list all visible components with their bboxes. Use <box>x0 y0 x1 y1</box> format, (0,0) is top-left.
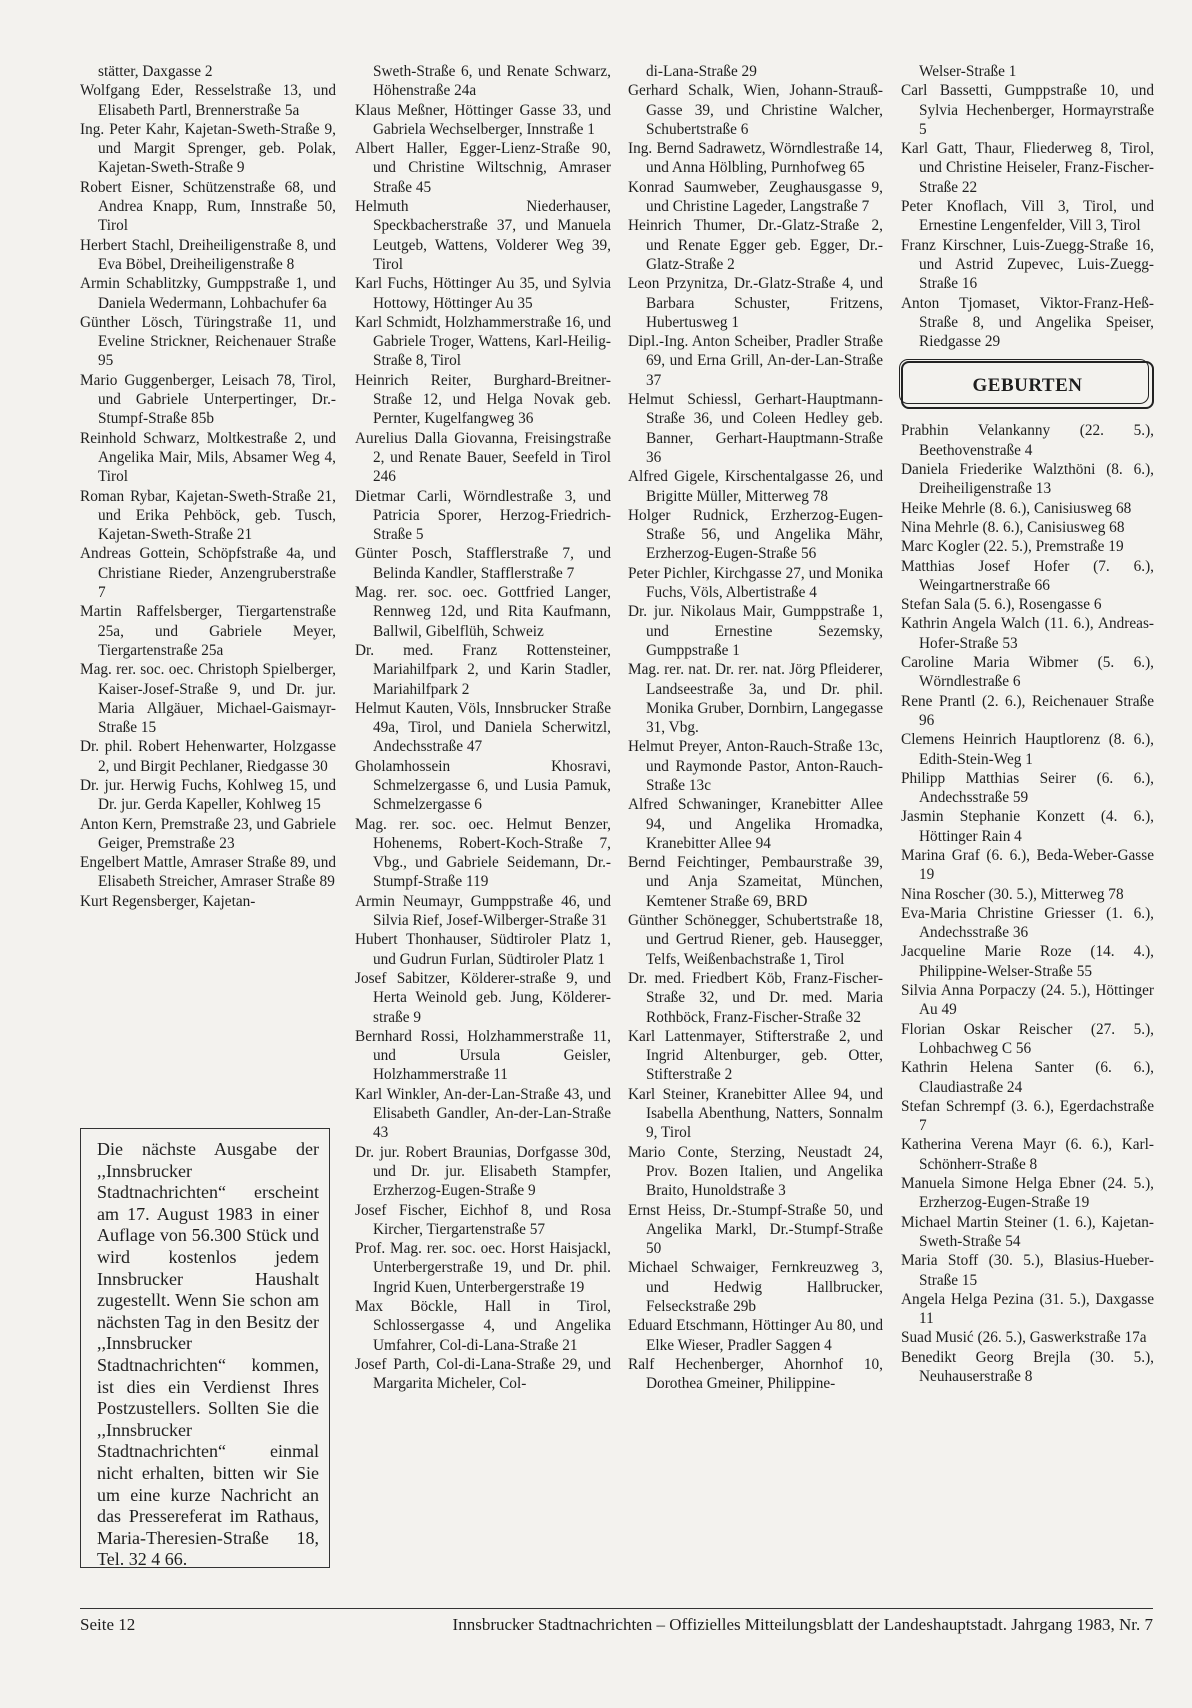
marriage-entry: Helmut Kauten, Völs, Innsbrucker Straße 49a, Tirol, und Daniela Scherwitzl, Andechsstraße 47 <box>355 699 611 756</box>
marriage-entry: Anton Tjomaset, Viktor-Franz-Heß-Straße 8, und Angelika Speiser, Riedgasse 29 <box>901 294 1154 351</box>
marriage-entry: di-Lana-Straße 29 <box>646 63 757 80</box>
marriage-entry: Helmut Schiessl, Gerhart-Hauptmann-Straße 36, und Coleen Hedley geb. Banner, Gerhart-Hauptmann-Straße 36 <box>628 391 883 466</box>
marriage-entry: Prof. Mag. rer. soc. oec. Horst Haisjackl, Unterbergerstraße 19, und Dr. phil. Ingrid Kuen, Unterbergerstraße 19 <box>355 1240 611 1296</box>
birth-entry: Stefan Sala (5. 6.), Rosengasse 6 <box>901 596 1102 614</box>
marriage-entry: Dr. jur. Nikolaus Mair, Gumppstraße 1, und Ernestine Sezemsky, Gumppstraße 1 <box>628 603 883 659</box>
marriage-entry: stätter, Daxgasse 2 <box>98 63 213 80</box>
marriage-entry: Dr. jur. Robert Braunias, Dorfgasse 30d, und Dr. jur. Elisabeth Stampfer, Erzherzog-Eugen-Straße 9 <box>355 1143 611 1200</box>
birth-entry: Suad Musić (26. 5.), Gaswerkstraße 17a <box>901 1329 1147 1347</box>
marriage-entry: Gerhard Schalk, Wien, Johann-Strauß-Gasse 39, und Christine Walcher, Schubertstraße 6 <box>628 82 883 138</box>
birth-entry: Kathrin Angela Walch (11. 6.), Andreas-Hofer-Straße 53 <box>901 615 1154 652</box>
marriage-entry: Karl Gatt, Thaur, Fliederweg 8, Tirol, und Christine Heiseler, Franz-Fischer-Straße 22 <box>901 140 1154 196</box>
marriage-entry: Dr. phil. Robert Hehenwarter, Holzgasse 2, und Birgit Pechlaner, Riedgasse 30 <box>80 738 336 775</box>
birth-entry: Rene Prantl (2. 6.), Reichenauer Straße 96 <box>901 692 1154 729</box>
marriage-entry: Peter Pichler, Kirchgasse 27, und Monika Fuchs, Völs, Albertistraße 4 <box>628 564 883 602</box>
birth-entry: Jacqueline Marie Roze (14. 4.), Philippine-Welser-Straße 55 <box>901 943 1154 980</box>
birth-entry: Jasmin Stephanie Konzett (4. 6.), Höttinger Rain 4 <box>901 808 1154 845</box>
birth-entry: Marina Graf (6. 6.), Beda-Weber-Gasse 19 <box>901 846 1154 884</box>
marriage-entry: Karl Fuchs, Höttinger Au 35, und Sylvia Hottowy, Höttinger Au 35 <box>355 275 611 312</box>
birth-entry: Manuela Simone Helga Ebner (24. 5.), Erzherzog-Eugen-Straße 19 <box>901 1175 1154 1212</box>
marriage-entry: Heinrich Thumer, Dr.-Glatz-Straße 2, und Renate Egger geb. Egger, Dr.-Glatz-Straße 2 <box>628 217 883 273</box>
marriage-entry: Robert Eisner, Schützenstraße 68, und Andrea Knapp, Rum, Innstraße 50, Tirol <box>80 178 336 235</box>
marriage-entry: Mag. rer. soc. oec. Gottfried Langer, Rennweg 12d, und Rita Kaufmann, Ballwil, Gibelflüh, Schweiz <box>355 584 611 640</box>
marriage-entry: Eduard Etschmann, Höttinger Au 80, und Elke Wieser, Pradler Saggen 4 <box>628 1317 883 1354</box>
marriage-entry: Mag. rer. nat. Dr. rer. nat. Jörg Pfleiderer, Landseestraße 3a, und Dr. phil. Monika Gruber, Dornbirn, Langegasse 31, Vbg. <box>628 661 883 737</box>
marriage-entry: Mag. rer. soc. oec. Christoph Spielberger, Kaiser-Josef-Straße 9, und Dr. jur. Maria Allgäuer, Michael-Gaismayr-Straße 15 <box>80 661 336 737</box>
marriage-entry: Karl Steiner, Kranebitter Allee 94, und Isabella Abenthung, Natters, Sonnalm 9, Tirol <box>628 1085 883 1142</box>
marriage-entry: Aurelius Dalla Giovanna, Freisingstraße 2, und Renate Bauer, Seefeld in Tirol 246 <box>355 429 611 486</box>
birth-entry: Michael Martin Steiner (1. 6.), Kajetan-Sweth-Straße 54 <box>901 1213 1154 1250</box>
birth-entry: Marc Kogler (22. 5.), Premstraße 19 <box>901 538 1124 556</box>
marriage-entry: Carl Bassetti, Gumppstraße 10, und Sylvia Hechenberger, Hormayrstraße 5 <box>901 82 1154 138</box>
marriage-entry: Roman Rybar, Kajetan-Sweth-Straße 21, und Erika Pehböck, geb. Tusch, Kajetan-Sweth-Straße 21 <box>80 487 336 544</box>
birth-entry: Philipp Matthias Seirer (6. 6.), Andechsstraße 59 <box>901 769 1154 807</box>
marriage-entry: Michael Schwaiger, Fernkreuzweg 3, und Hedwig Hallbrucker, Felseckstraße 29b <box>628 1259 883 1315</box>
marriage-entry: Ing. Peter Kahr, Kajetan-Sweth-Straße 9, und Margit Sprenger, geb. Polak, Kajetan-Sweth-Straße 9 <box>80 120 336 177</box>
marriage-entry: Hubert Thonhauser, Südtiroler Platz 1, und Gudrun Furlan, Südtiroler Platz 1 <box>355 931 611 968</box>
birth-entry: Heike Mehrle (8. 6.), Canisiusweg 68 <box>901 499 1132 517</box>
marriage-entry: Sweth-Straße 6, und Renate Schwarz, Höhenstraße 24a <box>373 63 611 100</box>
births-heading-text: GEBURTEN <box>972 374 1083 396</box>
marriage-entry: Josef Parth, Col-di-Lana-Straße 29, und Margarita Micheler, Col- <box>355 1355 611 1393</box>
marriage-entry: Klaus Meßner, Höttinger Gasse 33, und Gabriela Wechselberger, Innstraße 1 <box>355 101 611 138</box>
marriage-entry: Mario Guggenberger, Leisach 78, Tirol, und Gabriele Unterpertinger, Dr.-Stumpf-Straße 85b <box>80 371 336 428</box>
marriages-column-3 <box>628 62 883 1393</box>
publication-line: Innsbrucker Stadtnachrichten – Offizielles Mitteilungsblatt der Landeshauptstadt. Jahrgang 1983, Nr. 7 <box>452 1615 1153 1634</box>
marriages-column-4 <box>901 62 1154 351</box>
marriage-entry: Günther Lösch, Türingstraße 11, und Eveline Strickner, Reichenauer Straße 95 <box>80 313 336 370</box>
marriage-entry: Günter Posch, Stafflerstraße 7, und Belinda Kandler, Stafflerstraße 7 <box>355 545 611 582</box>
marriage-entry: Franz Kirschner, Luis-Zuegg-Straße 16, und Astrid Zupevec, Luis-Zuegg-Straße 16 <box>901 236 1154 293</box>
birth-entry: Silvia Anna Porpaczy (24. 5.), Höttinger Au 49 <box>901 982 1154 1019</box>
marriage-entry: Helmuth Niederhauser, Speckbacherstraße 37, und Manuela Leutgeb, Wattens, Volderer Weg 39, Tirol <box>355 198 611 273</box>
marriage-entry: Welser-Straße 1 <box>919 63 1017 80</box>
column-4 <box>901 62 1154 1386</box>
birth-entry: Nina Roscher (30. 5.), Mitterweg 78 <box>901 885 1124 903</box>
marriage-entry: Dietmar Carli, Wörndlestraße 3, und Patricia Sporer, Herzog-Friedrich-Straße 5 <box>355 487 611 544</box>
marriage-entry: Helmut Preyer, Anton-Rauch-Straße 13c, und Raymonde Pastor, Anton-Rauch-Straße 13c <box>628 738 883 794</box>
birth-entry: Eva-Maria Christine Griesser (1. 6.), Andechsstraße 36 <box>901 904 1154 942</box>
marriage-entry: Ernst Heiss, Dr.-Stumpf-Straße 50, und Angelika Markl, Dr.-Stumpf-Straße 50 <box>628 1201 883 1258</box>
marriage-entry: Herbert Stachl, Dreiheiligenstraße 8, und Eva Böbel, Dreiheiligenstraße 8 <box>80 236 336 273</box>
marriage-entry: Ralf Hechenberger, Ahornhof 10, Dorothea Gmeiner, Philippine- <box>628 1355 883 1393</box>
marriage-entry: Peter Knoflach, Vill 3, Tirol, und Ernestine Lengenfelder, Vill 3, Tirol <box>901 198 1154 235</box>
marriages-column-1 <box>80 62 336 911</box>
birth-entry: Maria Stoff (30. 5.), Blasius-Hueber-Straße 15 <box>901 1252 1154 1289</box>
birth-entry: Katherina Verena Mayr (6. 6.), Karl-Schönherr-Straße 8 <box>901 1136 1154 1173</box>
marriage-entry: Heinrich Reiter, Burghard-Breitner-Straße 12, und Helga Novak geb. Pernter, Kugelfangweg 36 <box>355 371 611 428</box>
marriage-entry: Armin Schablitzky, Gumppstraße 1, und Daniela Wedermann, Lohbachufer 6a <box>80 275 336 312</box>
birth-entry: Prabhin Velankanny (22. 5.), Beethovenstraße 4 <box>901 422 1154 459</box>
marriage-entry: Albert Haller, Egger-Lienz-Straße 90, und Christine Wiltschnig, Amraser Straße 45 <box>355 140 611 196</box>
birth-entry: Stefan Schrempf (3. 6.), Egerdachstraße 7 <box>901 1097 1154 1135</box>
marriage-entry: Holger Rudnick, Erzherzog-Eugen-Straße 56, und Angelika Mähr, Erzherzog-Eugen-Straße 56 <box>628 506 883 563</box>
marriage-entry: Anton Kern, Premstraße 23, und Gabriele Geiger, Premstraße 23 <box>80 815 336 852</box>
marriage-entry: Dipl.-Ing. Anton Scheiber, Pradler Straße 69, und Erna Grill, An-der-Lan-Straße 37 <box>628 333 883 389</box>
birth-entry: Caroline Maria Wibmer (5. 6.), Wörndlestraße 6 <box>901 654 1154 691</box>
marriage-entry: Mario Conte, Sterzing, Neustadt 24, Prov. Bozen Italien, und Angelika Braito, Hunoldstraße 3 <box>628 1143 883 1200</box>
marriage-entry: Andreas Gottein, Schöpfstraße 4a, und Christiane Rieder, Anzengruberstraße 7 <box>80 545 336 602</box>
marriage-entry: Leon Przynitza, Dr.-Glatz-Straße 4, und Barbara Schuster, Fritzens, Hubertusweg 1 <box>628 275 883 331</box>
birth-entry: Kathrin Helena Santer (6. 6.), Claudiastraße 24 <box>901 1059 1154 1096</box>
marriage-entry: Alfred Schwaninger, Kranebitter Allee 94, und Angelika Hromadka, Kranebitter Allee 94 <box>628 796 883 852</box>
marriage-entry: Josef Sabitzer, Kölderer-straße 9, und Herta Weinold geb. Jung, Kölderer-straße 9 <box>355 969 611 1026</box>
births-list <box>901 421 1154 1386</box>
marriage-entry: Martin Raffelsberger, Tiergartenstraße 25a, und Gabriele Meyer, Tiergartenstraße 25a <box>80 603 336 659</box>
marriage-entry: Günther Schönegger, Schubertstraße 18, und Gertrud Riener, geb. Hausegger, Telfs, Weißenbachstraße 1, Tirol <box>628 912 883 968</box>
births-heading <box>901 361 1154 409</box>
marriage-entry: Gholamhossein Khosravi, Schmelzergasse 6, und Lusia Pamuk, Schmelzergasse 6 <box>355 757 611 814</box>
page-footer <box>80 1608 1153 1635</box>
birth-entry: Angela Helga Pezina (31. 5.), Daxgasse 11 <box>901 1290 1154 1328</box>
marriage-entry: Alfred Gigele, Kirschentalgasse 26, und Brigitte Müller, Mitterweg 78 <box>628 468 883 505</box>
marriage-entry: Josef Fischer, Eichhof 8, und Rosa Kircher, Tiergartenstraße 57 <box>355 1201 611 1238</box>
marriage-entry: Karl Lattenmayer, Stifterstraße 2, und Ingrid Altenburger, geb. Otter, Stifterstraße 2 <box>628 1027 883 1084</box>
page-number: Seite 12 <box>80 1615 136 1634</box>
marriage-entry: Max Böckle, Hall in Tirol, Schlossergasse 4, und Angelika Umfahrer, Col-di-Lana-Straße 21 <box>355 1298 611 1354</box>
marriage-entry: Armin Neumayr, Gumppstraße 46, und Silvia Rief, Josef-Wilberger-Straße 31 <box>355 892 611 930</box>
birth-entry: Matthias Josef Hofer (7. 6.), Weingartnerstraße 66 <box>901 557 1154 594</box>
birth-entry: Daniela Friederike Walzthöni (8. 6.), Dreiheiligenstraße 13 <box>901 461 1154 498</box>
birth-entry: Clemens Heinrich Hauptlorenz (8. 6.), Edith-Stein-Weg 1 <box>901 731 1154 768</box>
marriage-entry: Wolfgang Eder, Resselstraße 13, und Elisabeth Partl, Brennerstraße 5a <box>80 82 336 119</box>
next-issue-notice <box>80 1128 330 1568</box>
marriage-entry: Reinhold Schwarz, Moltkestraße 2, und Angelika Mair, Mils, Absamer Weg 4, Tirol <box>80 429 336 486</box>
marriage-entry: Karl Winkler, An-der-Lan-Straße 43, und Elisabeth Gandler, An-der-Lan-Straße 43 <box>355 1085 611 1142</box>
marriage-entry: Konrad Saumweber, Zeughausgasse 9, und Christine Lageder, Langstraße 7 <box>628 178 883 216</box>
birth-entry: Florian Oskar Reischer (27. 5.), Lohbachweg C 56 <box>901 1020 1154 1057</box>
marriage-entry: Dr. med. Franz Rottensteiner, Mariahilfpark 2, und Karin Stadler, Mariahilfpark 2 <box>355 641 611 698</box>
marriage-entry: Karl Schmidt, Holzhammerstraße 16, und Gabriele Troger, Wattens, Karl-Heilig-Straße 8, Tirol <box>355 313 611 370</box>
birth-entry: Benedikt Georg Brejla (30. 5.), Neuhauserstraße 8 <box>901 1348 1154 1385</box>
marriage-entry: Bernd Feichtinger, Pembaurstraße 39, und Anja Szameitat, München, Kemtener Straße 69, BRD <box>628 854 883 910</box>
marriage-entry: Mag. rer. soc. oec. Helmut Benzer, Hohenems, Robert-Koch-Straße 7, Vbg., und Gabriele Seidemann, Dr.-Stumpf-Straße 119 <box>355 815 611 891</box>
marriage-entry: Kurt Regensberger, Kajetan- <box>80 892 256 910</box>
marriage-entry: Ing. Bernd Sadrawetz, Wörndlestraße 14, und Anna Hölbling, Purnhofweg 65 <box>628 140 883 177</box>
marriage-entry: Dr. med. Friedbert Köb, Franz-Fischer-Straße 32, und Dr. med. Maria Rothböck, Franz-Fischer-Straße 32 <box>628 969 883 1026</box>
marriages-column-2 <box>355 62 611 1393</box>
marriage-entry: Engelbert Mattle, Amraser Straße 89, und Elisabeth Streicher, Amraser Straße 89 <box>80 854 336 891</box>
notice-text: Die nächste Ausgabe der ,,Innsbrucker Stadtnachrichten“ erscheint am 17. August 1983 in einer Auflage von 56.300 Stück und wird kostenlos jedem Innsbrucker Haushalt zugestellt. Wenn Sie schon am nächsten Tag in den Besitz der ,,Innsbrucker Stadtnachrichten“ kommen, ist dies ein Verdienst Ihres Postzustellers. Sollten Sie die ,,Innsbrucker Stadtnachrichten“ einmal nicht erhalten, bitten wir Sie um eine kurze Nachricht an das Pressereferat im Rathaus, Maria-Theresien-Straße 18, Tel. 32 4 66. <box>97 1139 319 1570</box>
birth-entry: Nina Mehrle (8. 6.), Canisiusweg 68 <box>901 518 1125 536</box>
marriage-entry: Dr. jur. Herwig Fuchs, Kohlweg 15, und Dr. jur. Gerda Kapeller, Kohlweg 15 <box>80 776 336 814</box>
marriage-entry: Bernhard Rossi, Holzhammerstraße 11, und Ursula Geisler, Holzhammerstraße 11 <box>355 1027 611 1084</box>
